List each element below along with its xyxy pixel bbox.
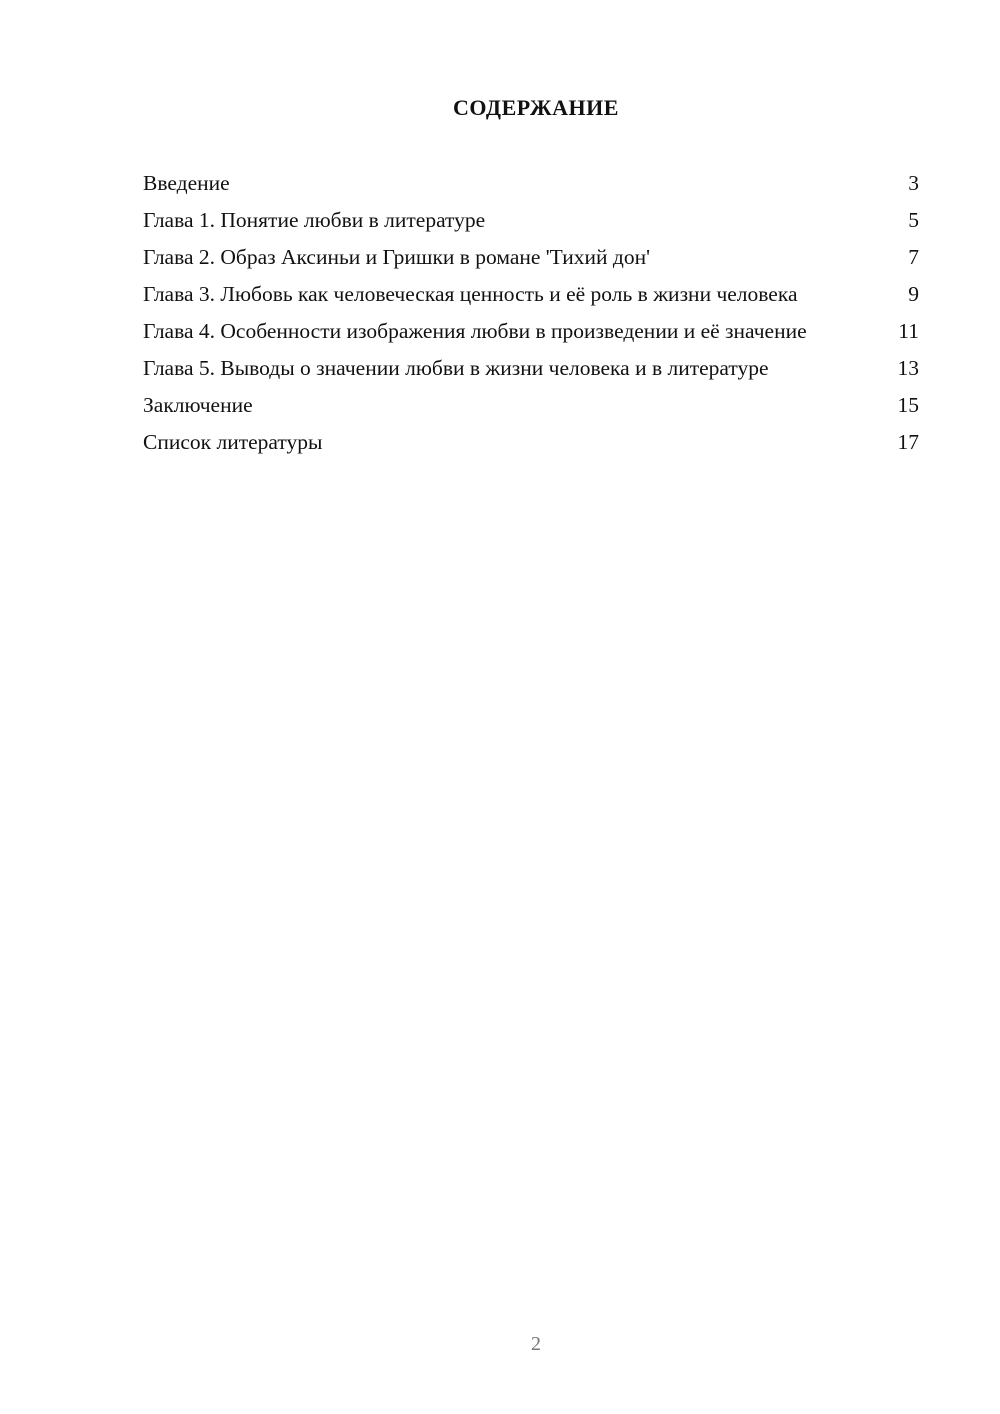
- toc-entry-page: 11: [898, 319, 919, 343]
- toc-entry-title: Глава 3. Любовь как человеческая ценность и её роль в жизни человека: [143, 282, 798, 306]
- page-number: 2: [531, 1333, 541, 1355]
- toc-entry-title: Глава 2. Образ Аксиньи и Гришки в романе 'Тихий дон': [143, 245, 650, 269]
- toc-entry-conclusion: [143, 392, 919, 419]
- toc-entry-title: Глава 4. Особенности изображения любви в произведении и её значение: [143, 319, 807, 343]
- toc-entry-title: Глава 1. Понятие любви в литературе: [143, 208, 486, 232]
- toc-entry-page: 13: [897, 356, 919, 380]
- toc-entry-title: Введение: [143, 171, 230, 195]
- toc-entry-page: 15: [897, 393, 919, 417]
- toc-entry-page: 7: [908, 245, 919, 269]
- toc-entry-page: 9: [908, 282, 919, 306]
- toc-entry-title: Заключение: [143, 393, 253, 417]
- toc-entry-introduction: [143, 170, 919, 197]
- toc-entry-page: 3: [908, 171, 919, 195]
- table-of-contents: [143, 170, 919, 466]
- page-title: СОДЕРЖАНИЕ: [453, 95, 619, 120]
- toc-entry-chapter-5: [143, 355, 919, 382]
- toc-entry-bibliography: [143, 429, 919, 456]
- toc-entry-chapter-4: [143, 318, 919, 345]
- toc-entry-page: 17: [897, 430, 919, 454]
- toc-entry-page: 5: [908, 208, 919, 232]
- toc-entry-chapter-2: [143, 244, 919, 271]
- toc-entry-title: Список литературы: [143, 430, 323, 454]
- toc-entry-title: Глава 5. Выводы о значении любви в жизни человека и в литературе: [143, 356, 769, 380]
- toc-entry-chapter-1: [143, 207, 919, 234]
- toc-entry-chapter-3: [143, 281, 919, 308]
